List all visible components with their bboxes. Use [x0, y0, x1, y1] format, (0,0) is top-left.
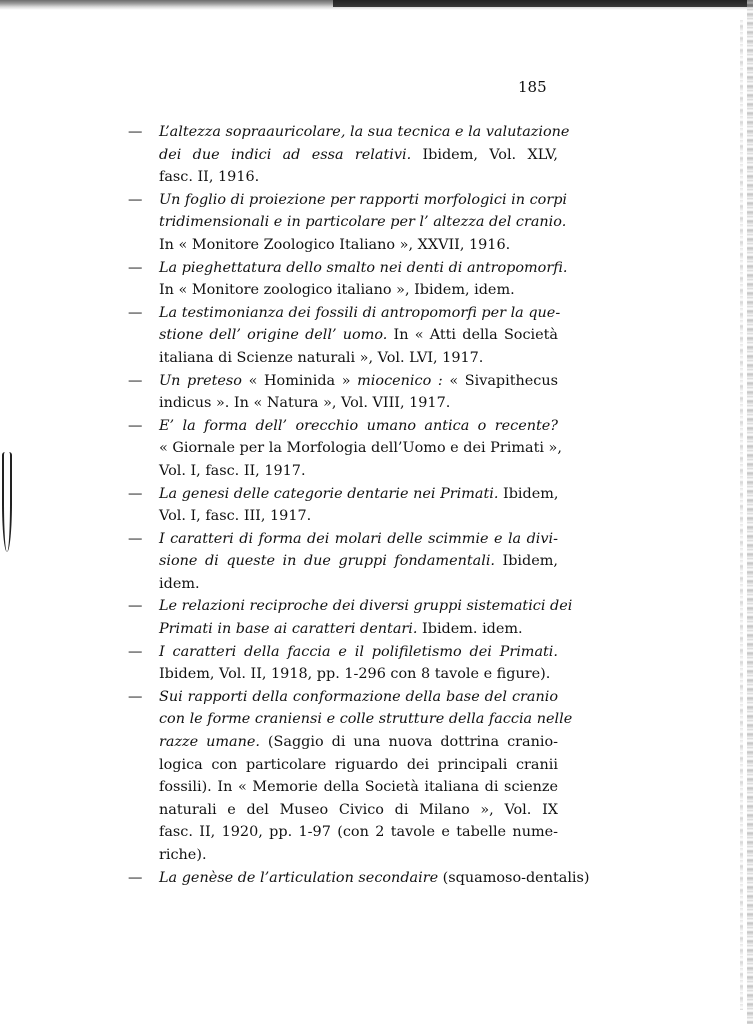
- entry-line: [159, 347, 558, 370]
- entry-line: [159, 821, 558, 844]
- entry-line: [159, 166, 558, 189]
- entry-dash: —: [128, 372, 143, 389]
- entry-title-text: La genesi delle categorie dentarie nei Primati.: [159, 485, 499, 502]
- entry-line: [159, 754, 558, 777]
- entry-title-text: Un foglio di proiezione per rapporti morfologici in corpi: [159, 191, 568, 208]
- binding-clip-mark: [2, 452, 12, 552]
- entry-line: [159, 211, 567, 234]
- entry-line: [159, 708, 573, 731]
- entry-line: [159, 121, 570, 144]
- entry-line: [159, 437, 562, 460]
- bibliography-entry: [128, 257, 568, 302]
- entry-source-text: fasc. II, 1920, pp. 1-97 (con 2 tavole e tabelle nume-: [159, 824, 558, 841]
- entry-source-text: Vol. I, fasc. II, 1917.: [159, 462, 306, 479]
- entry-source-text: naturali e del Museo Civico di Milano », Vol. IX: [159, 801, 558, 818]
- entry-title-text: I caratteri della faccia e il polifiletismo dei Primati.: [159, 643, 558, 660]
- entry-source-text: Ibidem,: [495, 553, 558, 570]
- scan-top-edge-dark: [333, 0, 753, 7]
- entry-line: [159, 799, 558, 822]
- bibliography-entry: [128, 686, 573, 867]
- entry-line: [159, 595, 573, 618]
- scan-right-edge-inner: [740, 20, 743, 1010]
- entry-dash: —: [128, 191, 143, 208]
- entry-source-text: (Saggio di una nuova dottrina cranio-: [259, 734, 558, 751]
- entry-dash: —: [128, 688, 143, 705]
- entry-line: [159, 550, 558, 573]
- entry-title-text: Sui rapporti della conformazione della base del cranio: [159, 688, 558, 705]
- entry-dash: —: [128, 530, 143, 547]
- entry-line: [159, 415, 558, 438]
- entry-source-text: In « Atti della Società: [387, 327, 559, 344]
- entry-source-text: Ibidem. idem.: [417, 621, 523, 638]
- entry-dash: —: [128, 259, 143, 276]
- entry-line: [159, 505, 558, 528]
- entry-line: [159, 867, 590, 890]
- entry-title-text: Primati in base ai caratteri dentari.: [159, 621, 418, 638]
- bibliography-entry: [128, 867, 590, 890]
- entry-line: [159, 279, 558, 302]
- entry-title-text: Un preteso: [159, 372, 242, 389]
- entry-dash: —: [128, 643, 143, 660]
- entry-line: [159, 618, 558, 641]
- entry-dash: —: [128, 598, 143, 615]
- entry-source-text: Vol. I, fasc. III, 1917.: [159, 508, 312, 525]
- entry-line: [159, 370, 558, 393]
- entry-source-text: In « Monitore zoologico italiano », Ibidem, idem.: [159, 282, 515, 299]
- entry-dash: —: [128, 869, 143, 886]
- entry-line: [159, 324, 558, 347]
- entry-dash: —: [128, 485, 143, 502]
- bibliography-entry: [128, 121, 570, 189]
- entry-title-text: razze umane.: [159, 734, 260, 751]
- bibliography-entry: [128, 302, 561, 370]
- entry-line: [159, 189, 568, 212]
- entry-title-text: La testimonianza dei fossili di antropomorfi per la que-: [159, 304, 561, 321]
- page-number: 185: [518, 78, 547, 96]
- scan-right-edge: [747, 0, 753, 1024]
- entry-line: [159, 234, 558, 257]
- bibliography-entry: [128, 641, 558, 686]
- entry-line: [159, 392, 558, 415]
- entry-source-text: In « Monitore Zoologico Italiano », XXVII, 1916.: [159, 236, 511, 253]
- entry-line: [159, 302, 561, 325]
- entry-line: [159, 483, 558, 506]
- entry-source-text: « Sivapithecus: [442, 372, 558, 389]
- entry-source-text: Ibidem, Vol. II, 1918, pp. 1-296 con 8 tavole e figure).: [159, 666, 551, 683]
- entry-title-text: sione di queste in due gruppi fondamentali.: [159, 553, 495, 570]
- entry-dash: —: [128, 124, 143, 140]
- bibliography-entry: [128, 483, 558, 528]
- bibliography-entry: [128, 415, 562, 483]
- entry-title-text: con le forme craniensi e colle strutture della faccia nelle: [159, 711, 573, 728]
- entry-line: [159, 528, 558, 551]
- entry-title-text: miocenico :: [357, 372, 443, 389]
- entry-line: [159, 257, 568, 280]
- entry-source-text: riche).: [159, 847, 207, 863]
- entry-title-text: L’altezza sopraauricolare, la sua tecnica e la valutazione: [159, 124, 570, 140]
- entry-source-text: logica con particolare riguardo dei principali cranii: [159, 756, 558, 773]
- entry-title-text: stione dell’ origine dell’ uomo.: [159, 327, 388, 344]
- entry-source-text: idem.: [159, 575, 200, 592]
- bibliography-entry: [128, 595, 573, 640]
- entry-title-text: La pieghettatura dello smalto nei denti di antropomorfi.: [159, 259, 568, 276]
- entry-source-text: (squamoso-dentalis): [438, 869, 590, 886]
- entry-source-text: fasc. II, 1916.: [159, 169, 260, 186]
- entry-line: [159, 844, 558, 867]
- entry-title-text: dei due indici ad essa relativi.: [159, 146, 412, 163]
- bibliography-entry: [128, 528, 558, 596]
- entry-source-text: « Giornale per la Morfologia dell’Uomo e dei Primati »,: [159, 440, 562, 457]
- entry-title-text: I caratteri di forma dei molari delle scimmie e la divi-: [159, 530, 558, 547]
- entry-line: [159, 731, 558, 754]
- bibliography-entry: [128, 370, 558, 415]
- entry-source-text: fossili). In « Memorie della Società italiana di scienze: [159, 779, 558, 796]
- entry-title-text: Le relazioni reciproche dei diversi gruppi sistematici dei: [159, 598, 573, 615]
- entry-source-text: indicus ». In « Natura », Vol. VIII, 1917.: [159, 395, 451, 412]
- entry-source-text: Ibidem, Vol. XLV,: [411, 146, 558, 163]
- entry-line: [159, 573, 558, 596]
- entry-line: [159, 686, 558, 709]
- entry-line: [159, 776, 558, 799]
- entry-title-text: La genèse de l’articulation secondaire: [159, 869, 439, 886]
- entry-line: [159, 663, 558, 686]
- entry-dash: —: [128, 304, 143, 321]
- entry-line: [159, 144, 558, 167]
- entry-title-text: E’ la forma dell’ orecchio umano antica o recente?: [159, 417, 558, 434]
- entry-source-text: italiana di Scienze naturali », Vol. LVI, 1917.: [159, 349, 484, 366]
- entry-dash: —: [128, 417, 143, 434]
- bibliography-list: [128, 121, 590, 889]
- entry-line: [159, 641, 558, 664]
- entry-source-text: Ibidem,: [498, 485, 559, 502]
- entry-title-text: tridimensionali e in particolare per l’ altezza del cranio.: [159, 214, 567, 231]
- entry-source-text: « Hominida »: [241, 372, 358, 389]
- bibliography-entry: [128, 189, 568, 257]
- entry-line: [159, 460, 558, 483]
